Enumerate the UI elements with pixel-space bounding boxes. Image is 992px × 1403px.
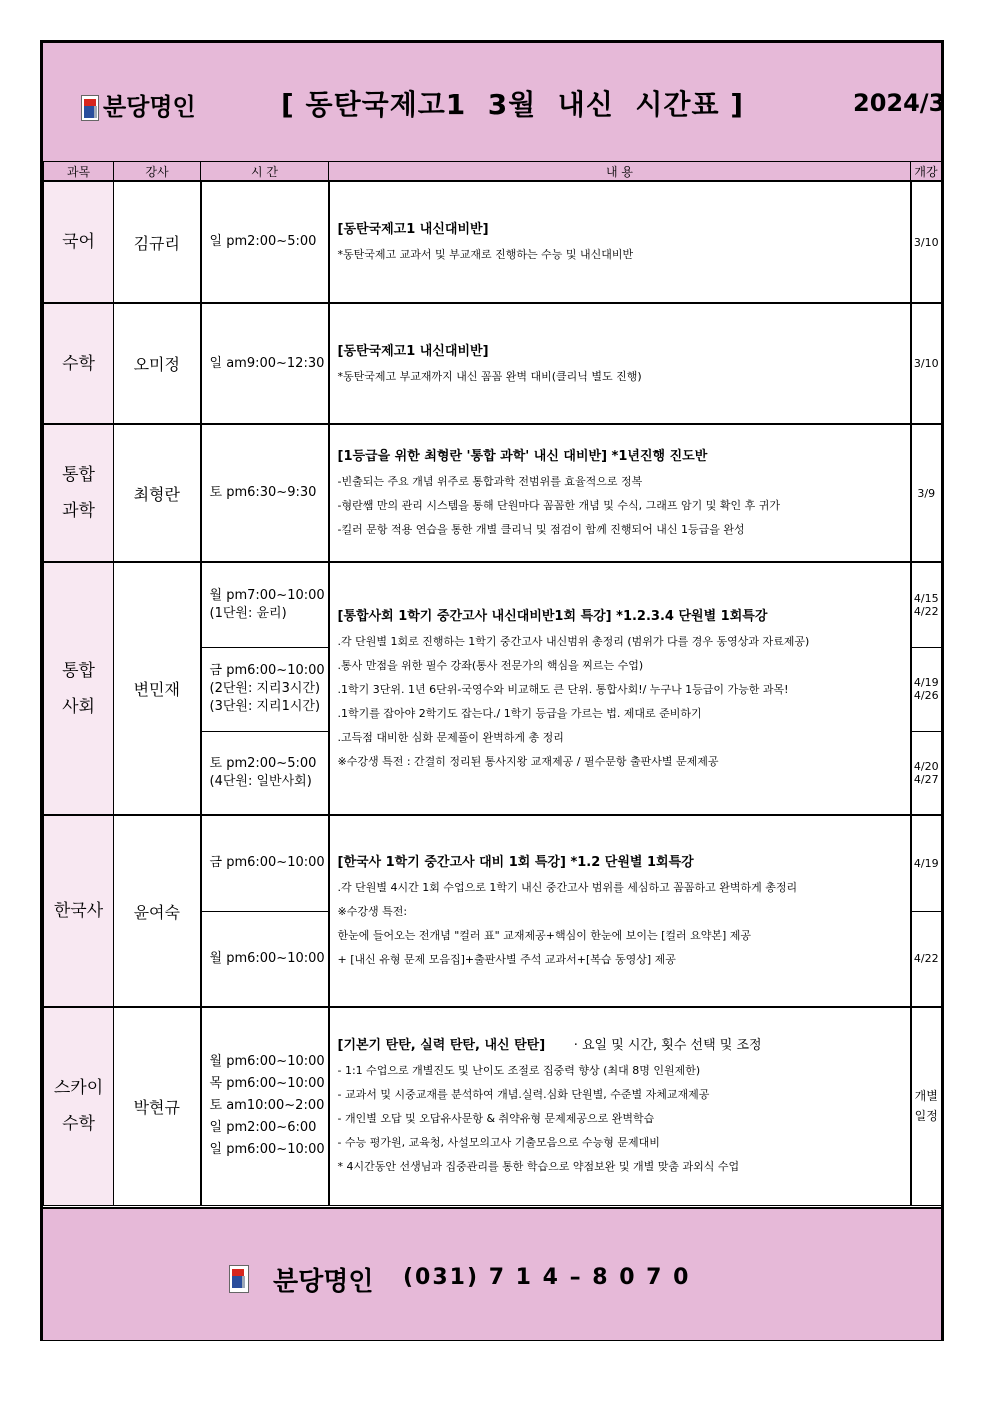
course-title: [기본기 탄탄, 실력 탄탄, 내신 탄탄] [337,1038,546,1054]
start-date: 일정 [914,1109,938,1124]
start-date: 4/26 [913,689,939,702]
academy-logo-icon [81,95,99,121]
time-cell: 금 pm6:00~10:00 [201,815,329,911]
time-line: 월 pm6:00~10:00 [209,1054,325,1070]
start-date-cell: 3/10 [911,303,942,424]
course-line: + [내신 유형 문제 모음집]+출판사별 주석 교과서+[복습 동영상] 제공 [337,953,676,966]
course-title: [통합사회 1학기 중간고사 내신대비반1회 특강] *1.2.3.4 단원별 1회특강 [337,608,768,624]
col-header-teacher: 강사 [114,162,201,182]
subject-cell [44,562,114,815]
time-cell [201,731,329,815]
time-line: 금 pm6:00~10:00 [209,663,325,678]
start-date: 4/20 [913,759,939,773]
footer-brand-name: 분당명인 [273,1267,374,1297]
content-cell [329,303,911,424]
content-cell [329,181,911,303]
start-date-cell [911,1007,942,1205]
start-date-cell [911,562,942,647]
time-line: (3단원: 지리1시간) [209,699,321,714]
footer-phone-number: (031) 7 1 4 – 8 0 7 0 [403,1265,691,1290]
start-date: 4/27 [913,772,939,786]
course-line: .통사 만점을 위한 필수 강좌(통사 전문가의 핵심을 찌르는 수업) [337,658,644,672]
subject-line: 과학 [62,501,95,521]
time-line: 목 pm6:00~10:00 [209,1076,325,1092]
course-title: [한국사 1학기 중간고사 대비 1회 특강] *1.2 단원별 1회특강 [337,855,694,870]
page-header [43,43,946,163]
course-line: .고득점 대비한 심화 문제풀이 완벽하게 총 정리 [337,730,564,744]
time-line: 일 pm6:00~10:00 [209,1142,325,1158]
course-line: *동탄국제고 부교재까지 내신 꼼꼼 완벽 대비(클리닉 별도 진행) [337,369,642,383]
page-footer [43,1207,941,1340]
course-title: [동탄국제고1 내신대비반] [337,343,489,359]
time-line: 토 pm2:00~5:00 [209,755,317,771]
table-row [44,303,942,424]
time-cell [201,562,329,647]
course-line: ※수강생 특전: [337,905,408,918]
subject-cell: 국어 [44,181,114,303]
course-line: - 교과서 및 시중교재를 분석하여 개념.실력.심화 단원별, 수준별 자체교재제공 [337,1088,710,1102]
col-header-time: 시 간 [201,162,329,182]
start-date-cell: 3/10 [911,181,942,303]
teacher-cell: 최형란 [114,424,201,562]
start-date-cell: 3/9 [911,424,942,562]
time-cell: 일 pm2:00~5:00 [201,181,329,303]
time-line: (1단원: 윤리) [209,605,287,621]
time-cell: 월 pm6:00~10:00 [201,911,329,1007]
course-title: [동탄국제고1 내신대비반] [337,222,489,237]
content-cell [329,424,911,562]
course-title: [1등급을 위한 최형란 '통합 과학' 내신 대비반] *1년진행 진도반 [337,449,708,464]
table-row [44,815,942,911]
time-line: 일 pm2:00~6:00 [209,1120,317,1136]
course-line: - 수능 평가원, 교육청, 사설모의고사 기출모음으로 수능형 문제대비 [337,1136,660,1150]
course-line: -빈출되는 주요 개념 위주로 통합과학 전범위를 효율적으로 정복 [337,475,643,488]
subject-line: 통합 [62,465,95,485]
content-cell [329,815,911,1007]
subject-cell [44,1007,114,1205]
course-line: .1학기 3단위. 1년 6단위-국영수와 비교해도 큰 단위. 통합사회!/ 누구나 1등급이 가능한 과목! [337,682,789,696]
start-date-cell [911,731,942,815]
content-cell [329,562,911,815]
start-date: 개별 [914,1089,938,1104]
timetable-sheet [40,40,944,1341]
col-header-subject: 과목 [44,162,114,182]
time-cell: 토 pm6:30~9:30 [201,424,329,562]
teacher-cell: 박현규 [114,1007,201,1205]
course-line: .각 단원별 1회로 진행하는 1학기 중간고사 내신범위 총정리 (범위가 다를 경우 동영상과 자료제공) [337,634,810,648]
table-row [44,181,942,303]
course-line: 한눈에 들어오는 전개념 "컬러 표" 교재제공+핵심이 한눈에 보이는 [컬러 요약본] 제공 [337,929,752,942]
col-header-content: 내 용 [329,162,911,182]
teacher-cell: 변민재 [114,562,201,815]
course-line: .1학기를 잡아야 2학기도 잡는다./ 1학기 등급을 가르는 법. 제대로 준비하기 [337,706,702,720]
course-line: *동탄국제고 교과서 및 부교재로 진행하는 수능 및 내신대비반 [337,248,634,261]
course-line: ※수강생 특전 : 간결히 정리된 통사지왕 교재제공 / 필수문항 출판사별 문제제공 [337,754,719,768]
page-title: [ 동탄국제고1 3월 내신 시간표 ] [281,88,745,121]
teacher-cell: 윤여숙 [114,815,201,1007]
course-line: * 4시간동안 선생님과 집중관리를 통한 학습으로 약점보완 및 개별 맞춤 과외식 수업 [337,1160,740,1174]
content-cell [329,1007,911,1205]
course-line: -형란쌤 만의 관리 시스템을 통해 단원마다 꼼꼼한 개념 및 수식, 그래프 암기 및 확인 후 귀가 [337,499,780,512]
subject-cell: 한국사 [44,815,114,1007]
start-date: 4/15 [913,591,939,605]
start-date: 4/19 [913,676,939,689]
start-date-cell: 4/19 [911,815,942,911]
brand-name: 분당명인 [103,93,196,121]
time-line: 월 pm7:00~10:00 [209,587,325,603]
time-line: (4단원: 일반사회) [209,773,312,789]
course-title-note: · 요일 및 시간, 횟수 선택 및 조정 [573,1038,762,1054]
time-cell [201,1007,329,1205]
academy-logo-icon [229,1265,249,1293]
col-header-start: 개강 [911,162,942,182]
course-line: .각 단원별 4시간 1회 수업으로 1학기 내신 중간고사 범위를 세심하고 꼼꼼하고 완벽하게 총정리 [337,881,798,894]
subject-line: 통합 [62,660,95,681]
subject-line: 스카이 [53,1078,104,1099]
table-row [44,562,942,647]
teacher-cell: 김규리 [114,181,201,303]
table-row [44,1007,942,1205]
subject-cell: 수학 [44,303,114,424]
teacher-cell: 오미정 [114,303,201,424]
time-line: (2단원: 지리3시간) [209,681,321,696]
subject-line: 수학 [62,1114,95,1135]
table-row [44,424,942,562]
course-line: -킬러 문항 적용 연습을 통한 개별 클리닉 및 점검이 함께 진행되어 내신 1등급을 완성 [337,523,745,536]
timetable [43,161,942,1206]
course-line: - 1:1 수업으로 개별진도 및 난이도 조절로 집중력 향상 (최대 8명 인원제한) [337,1064,701,1078]
issue-date: 2024/3 [853,89,946,117]
course-line: - 개인별 오답 및 오답유사문항 & 취약유형 문제제공으로 완벽학습 [337,1112,655,1126]
start-date-cell: 4/22 [911,911,942,1007]
time-cell [201,647,329,731]
time-cell: 일 am9:00~12:30 [201,303,329,424]
start-date: 4/22 [913,604,939,618]
start-date-cell [911,647,942,731]
subject-cell [44,424,114,562]
course-title-row [338,1033,910,1059]
time-line: 토 am10:00~2:00 [209,1098,325,1114]
subject-line: 사회 [62,696,95,717]
